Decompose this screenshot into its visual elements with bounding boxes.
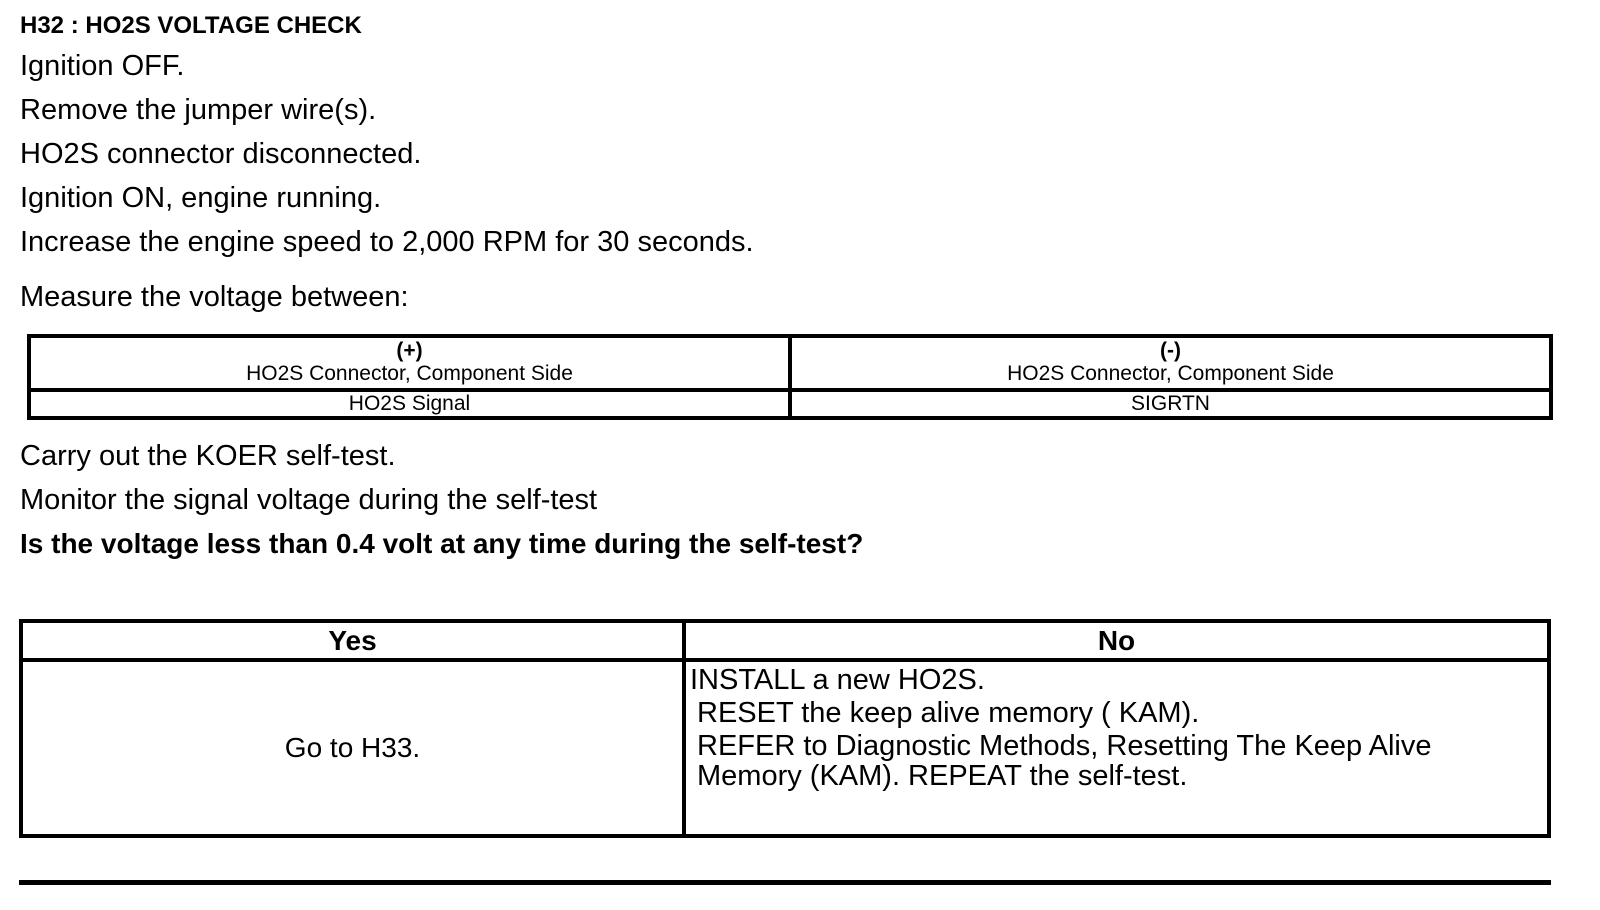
step-ignition-on: Ignition ON, engine running. [20, 182, 382, 214]
step-increase-speed: Increase the engine speed to 2,000 RPM for 30 seconds. [20, 226, 754, 258]
yes-header: Yes [21, 621, 684, 660]
step-measure: Measure the voltage between: [20, 281, 409, 313]
result-header-row [21, 621, 1549, 660]
question-text: Is the voltage less than 0.4 volt at any time during the self-test? [20, 528, 864, 559]
negative-sign: (-) [1160, 339, 1181, 362]
positive-sign: (+) [396, 339, 423, 362]
negative-circuit: SIGRTN [790, 390, 1551, 418]
positive-header-cell [29, 336, 790, 390]
no-actions [684, 660, 1549, 836]
page-title: H32 : HO2S VOLTAGE CHECK [20, 12, 362, 39]
step-ignition-off: Ignition OFF. [20, 50, 185, 82]
yes-action: Go to H33. [21, 660, 684, 836]
step-remove-jumper: Remove the jumper wire(s). [20, 94, 377, 126]
measurement-header-row [29, 336, 1551, 390]
negative-header-cell [790, 336, 1551, 390]
no-action-line: Memory (KAM). REPEAT the self-test. [697, 760, 1188, 792]
measurement-table [27, 334, 1553, 420]
no-action-line: RESET the keep alive memory ( KAM). [697, 697, 1200, 729]
no-action-line: INSTALL a new HO2S. [690, 664, 985, 696]
positive-connector: HO2S Connector, Component Side [246, 362, 573, 385]
bottom-divider [19, 880, 1551, 885]
no-action-line: REFER to Diagnostic Methods, Resetting The Keep Alive [697, 730, 1432, 762]
step-koer-self-test: Carry out the KOER self-test. [20, 440, 396, 472]
measurement-circuit-row [29, 390, 1551, 418]
step-monitor: Monitor the signal voltage during the self-test [20, 484, 598, 516]
step-disconnect: HO2S connector disconnected. [20, 138, 422, 170]
negative-connector: HO2S Connector, Component Side [1007, 362, 1334, 385]
no-header: No [684, 621, 1549, 660]
positive-circuit: HO2S Signal [29, 390, 790, 418]
result-table [19, 619, 1551, 838]
result-body-row [21, 660, 1549, 836]
